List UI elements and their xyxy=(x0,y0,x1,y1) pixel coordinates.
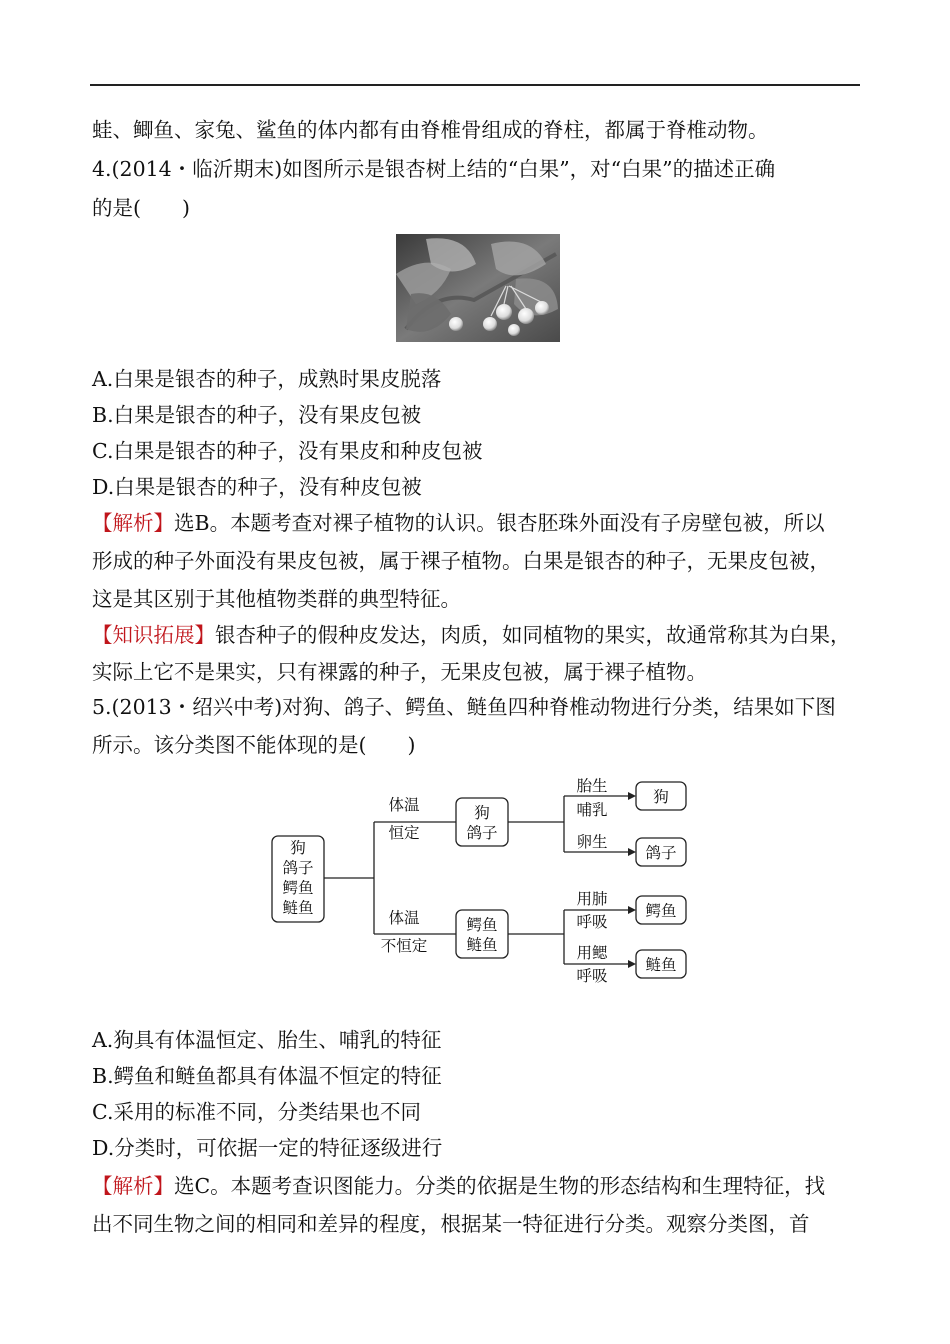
branch-1-criterion-2: 哺乳 xyxy=(576,801,608,819)
root-animal-2: 鸽子 xyxy=(282,859,314,877)
q5-option-c: C.采用的标准不同，分类结果也不同 xyxy=(92,1100,421,1124)
upper-group-1: 狗 xyxy=(474,804,490,822)
question-5-stem: 5.(2013・绍兴中考)对狗、鸽子、鳄鱼、鲢鱼四种脊椎动物进行分类，结果如下图 xyxy=(92,695,836,719)
q5-analysis-line xyxy=(92,1174,825,1198)
upper-criterion-2: 恒定 xyxy=(388,824,420,842)
ginkgo-photo xyxy=(396,234,560,342)
leaf-pigeon: 鸽子 xyxy=(645,844,677,862)
question-4-stem-cont: 的是( ) xyxy=(92,196,190,220)
analysis-text-2: 形成的种子外面没有果皮包被，属于裸子植物。白果是银杏的种子，无果皮包被， xyxy=(92,549,830,573)
analysis-text: 选B。本题考查对裸子植物的认识。银杏胚珠外面没有子房壁包被，所以 xyxy=(174,511,825,535)
knowledge-ext-line xyxy=(92,623,851,647)
option-c: C.白果是银杏的种子，没有果皮和种皮包被 xyxy=(92,439,483,463)
option-d: D.白果是银杏的种子，没有种皮包被 xyxy=(92,475,422,499)
upper-group-2: 鸽子 xyxy=(466,824,498,842)
q5-option-a: A.狗具有体温恒定、胎生、哺乳的特征 xyxy=(92,1028,442,1052)
knowledge-ext-text-2: 实际上它不是果实，只有裸露的种子，无果皮包被，属于裸子植物。 xyxy=(92,660,707,684)
branch-2-criterion: 卵生 xyxy=(576,833,608,851)
q5-analysis-tag: 【解析】 xyxy=(92,1174,174,1198)
lower-criterion-2: 不恒定 xyxy=(380,937,428,955)
lower-group-2: 鲢鱼 xyxy=(466,936,498,954)
analysis-line xyxy=(92,511,825,535)
knowledge-ext-tag: 【知识拓展】 xyxy=(92,623,215,647)
leaf-croc: 鳄鱼 xyxy=(645,902,677,920)
q5-analysis-text-2: 出不同生物之间的相同和差异的程度，根据某一特征进行分类。观察分类图，首 xyxy=(92,1212,810,1236)
q5-option-d: D.分类时，可依据一定的特征逐级进行 xyxy=(92,1136,443,1160)
branch-1-criterion-1: 胎生 xyxy=(576,777,608,795)
root-animal-3: 鳄鱼 xyxy=(282,879,314,897)
lower-group-1: 鳄鱼 xyxy=(466,916,498,934)
knowledge-ext-text: 银杏种子的假种皮发达，肉质，如同植物的果实，故通常称其为白果， xyxy=(215,623,851,647)
leaf-dog: 狗 xyxy=(653,788,669,806)
question-4-stem: 4.(2014・临沂期末)如图所示是银杏树上结的“白果”，对“白果”的描述正确 xyxy=(92,157,776,181)
q5-option-b: B.鳄鱼和鲢鱼都具有体温不恒定的特征 xyxy=(92,1064,442,1088)
text-line: 蛙、鲫鱼、家兔、鲨鱼的体内都有由脊椎骨组成的脊柱，都属于脊椎动物。 xyxy=(92,118,769,142)
leaf-carp: 鲢鱼 xyxy=(645,956,677,974)
option-b: B.白果是银杏的种子，没有果皮包被 xyxy=(92,403,422,427)
classification-diagram xyxy=(270,770,690,990)
option-a: A.白果是银杏的种子，成熟时果皮脱落 xyxy=(92,367,442,391)
root-animal-4: 鲢鱼 xyxy=(282,899,314,917)
branch-4-criterion-1: 用鳃 xyxy=(576,944,608,962)
analysis-tag: 【解析】 xyxy=(92,511,174,535)
lower-criterion-1: 体温 xyxy=(388,909,420,927)
q5-analysis-text: 选C。本题考查识图能力。分类的依据是生物的形态结构和生理特征，找 xyxy=(174,1174,826,1198)
branch-4-criterion-2: 呼吸 xyxy=(576,967,608,985)
question-5-stem-cont: 所示。该分类图不能体现的是( ) xyxy=(92,733,416,757)
analysis-text-3: 这是其区别于其他植物类群的典型特征。 xyxy=(92,587,461,611)
root-animal-1: 狗 xyxy=(290,839,306,857)
branch-3-criterion-1: 用肺 xyxy=(576,890,608,908)
upper-criterion-1: 体温 xyxy=(388,796,420,814)
header-rule xyxy=(90,84,860,86)
branch-3-criterion-2: 呼吸 xyxy=(576,913,608,931)
